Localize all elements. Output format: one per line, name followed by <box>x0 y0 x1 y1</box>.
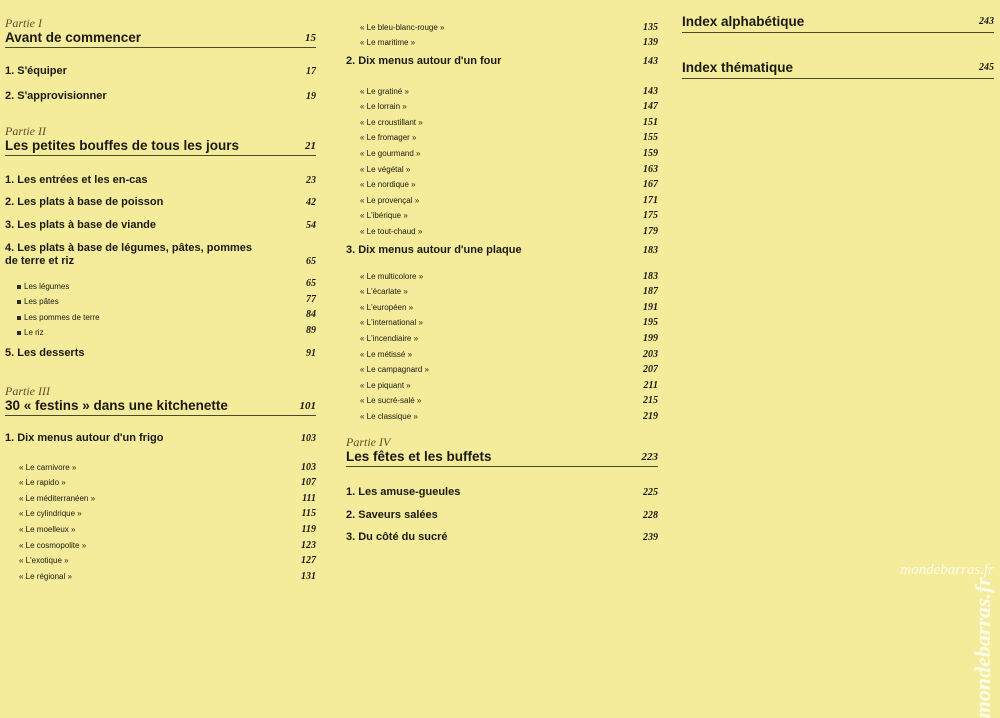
menu-entry <box>346 190 658 206</box>
menu-entry <box>346 406 658 422</box>
page-number: 167 <box>643 179 658 191</box>
page-number: 163 <box>643 163 658 175</box>
menu-label: « Le campagnard » <box>360 365 429 375</box>
part-title <box>346 449 658 467</box>
menu-entry <box>346 282 658 298</box>
chapter-label: 3. Dix menus autour d'une plaque <box>346 244 522 256</box>
sub-label-text: Les légumes <box>24 281 70 291</box>
part-2-block <box>5 124 316 156</box>
chapter-entry <box>5 432 316 445</box>
page-number: 207 <box>643 364 658 376</box>
chapter-label: 3. Du côté du sucré <box>346 531 448 543</box>
page-number: 65 <box>306 256 316 267</box>
menu-entry <box>346 360 658 376</box>
page-number: 91 <box>306 348 316 359</box>
page-number: 115 <box>301 508 316 520</box>
menu-label: « Le maritime » <box>360 38 416 48</box>
menu-entry <box>346 17 658 33</box>
menu-entry <box>346 297 658 313</box>
page-number: 42 <box>306 197 316 208</box>
menu-entry <box>346 375 658 391</box>
bullet-square-icon <box>17 316 21 320</box>
menu-label: « Le provençal » <box>360 195 420 205</box>
chapter-label: 1. Dix menus autour d'un frigo <box>5 432 164 444</box>
chapter-entry <box>346 486 658 499</box>
menu-label: « L'ibérique » <box>360 211 408 221</box>
page-number: 187 <box>643 286 658 298</box>
page-number: 107 <box>301 477 316 489</box>
chapter-entry <box>346 531 658 544</box>
sub-label-text: Le riz <box>24 328 44 338</box>
chapter-entry <box>346 55 658 68</box>
chapter-entry <box>5 196 316 209</box>
part-4-block <box>346 435 658 467</box>
menu-entry <box>346 266 658 282</box>
menu-list-frigo-cont <box>346 17 658 48</box>
chapter-entry <box>5 65 316 78</box>
part-title-text: Les petites bouffes de tous les jours <box>5 138 240 153</box>
menu-label: « Le métissé » <box>360 349 413 359</box>
menu-label: « Le bleu-blanc-rouge » <box>360 22 445 32</box>
chapter-label: 2. Les plats à base de poisson <box>5 196 164 208</box>
page-number: 239 <box>643 532 658 543</box>
chapter-label: 5. Les desserts <box>5 347 85 359</box>
menu-entry <box>5 504 316 520</box>
page-number: 215 <box>643 395 658 407</box>
sub-label <box>17 279 69 295</box>
watermark-vertical: mondebarras.fr <box>970 577 995 718</box>
sub-entry <box>5 310 316 326</box>
menu-entry <box>5 566 316 582</box>
page-number: 203 <box>643 348 658 360</box>
chapter-label: 1. Les entrées et les en-cas <box>5 174 148 186</box>
menu-label: « Le gourmand » <box>360 148 421 158</box>
menu-entry <box>346 159 658 175</box>
page-number: 131 <box>301 570 316 582</box>
page-number: 225 <box>643 487 658 498</box>
part-1-block <box>5 16 316 48</box>
page-number: 183 <box>643 270 658 282</box>
page-number: 219 <box>643 410 658 422</box>
menu-entry <box>346 328 658 344</box>
page-number: 119 <box>301 523 316 535</box>
menu-label: « Le classique » <box>360 411 418 421</box>
index-entry <box>682 14 994 33</box>
page-number: 245 <box>979 62 994 73</box>
menu-label: « Le multicolore » <box>360 271 424 281</box>
menu-entry <box>346 344 658 360</box>
page-number: 175 <box>643 210 658 222</box>
menu-entry <box>346 81 658 97</box>
sub-label-text: Les pommes de terre <box>24 312 100 322</box>
menu-entry <box>5 519 316 535</box>
page-number: 111 <box>302 492 316 504</box>
part-label: Partie I <box>5 16 42 30</box>
page-number: 23 <box>306 175 316 186</box>
menu-entry <box>346 221 658 237</box>
menu-label: « L'international » <box>360 318 423 328</box>
page-number: 199 <box>643 332 658 344</box>
page-number: 228 <box>643 510 658 521</box>
menu-entry <box>5 457 316 473</box>
part-label: Partie II <box>5 124 46 138</box>
bullet-square-icon <box>17 285 21 289</box>
menu-label: « L'exotique » <box>19 556 69 566</box>
sub-label <box>17 326 44 342</box>
menu-entry <box>5 535 316 551</box>
part-title <box>5 30 316 48</box>
page-number: 191 <box>643 301 658 313</box>
page-number: 19 <box>306 91 316 102</box>
page-number: 147 <box>643 101 658 113</box>
menu-label: « Le tout-chaud » <box>360 226 423 236</box>
sub-label-text: Les pâtes <box>24 297 59 307</box>
page-number: 143 <box>643 56 658 67</box>
page-number: 54 <box>306 220 316 231</box>
part-3-block <box>5 384 316 416</box>
sub-label <box>17 310 100 326</box>
chapter-entry <box>5 219 316 232</box>
sub-list <box>5 279 316 341</box>
part-title <box>5 138 316 156</box>
sub-entry <box>5 279 316 295</box>
page-number: 159 <box>643 147 658 159</box>
chapter-entry <box>346 509 658 522</box>
menu-entry <box>5 551 316 567</box>
part-title <box>5 398 316 416</box>
menu-label: « Le carnivore » <box>19 462 77 472</box>
page-number: 21 <box>305 140 316 152</box>
chapter-label: 2. Dix menus autour d'un four <box>346 55 502 67</box>
index-label: Index thématique <box>682 60 794 75</box>
menu-label: « Le piquant » <box>360 380 411 390</box>
menu-entry <box>346 391 658 407</box>
chapter-label: 1. S'équiper <box>5 65 67 77</box>
menu-list-four <box>346 81 658 237</box>
part-label: Partie IV <box>346 435 391 449</box>
menu-list-plaque <box>346 266 658 422</box>
menu-entry <box>346 175 658 191</box>
menu-list-frigo <box>5 457 316 582</box>
menu-label: « Le cylindrique » <box>19 509 82 519</box>
bullet-square-icon <box>17 300 21 304</box>
page-number: 17 <box>306 66 316 77</box>
page-number: 135 <box>643 21 658 33</box>
menu-entry <box>346 206 658 222</box>
chapter-entry <box>5 242 316 268</box>
menu-label: « Le nordique » <box>360 180 416 190</box>
page-number: 103 <box>301 461 316 473</box>
page-number: 151 <box>643 116 658 128</box>
page-number: 195 <box>643 317 658 329</box>
index-label: Index alphabétique <box>682 14 805 29</box>
chapter-entry <box>5 174 316 187</box>
menu-entry <box>5 488 316 504</box>
menu-label: « Le moelleux » <box>19 524 76 534</box>
page-number: 65 <box>306 278 316 289</box>
page-number: 101 <box>299 400 316 412</box>
page-number: 123 <box>301 539 316 551</box>
chapter-entry <box>5 90 316 103</box>
page-number: 89 <box>306 324 316 336</box>
page-number: 155 <box>643 132 658 144</box>
page-number: 183 <box>643 245 658 256</box>
page-number: 211 <box>643 379 658 391</box>
menu-entry <box>346 128 658 144</box>
sub-entry <box>5 295 316 311</box>
menu-label: « Le gratiné » <box>360 86 409 96</box>
chapter-label: 1. Les amuse-gueules <box>346 486 461 498</box>
sub-label <box>17 295 59 311</box>
menu-label: « Le fromager » <box>360 133 417 143</box>
page-number: 171 <box>643 194 658 206</box>
chapter-entry <box>346 244 658 257</box>
menu-entry <box>346 97 658 113</box>
page-number: 179 <box>643 225 658 237</box>
chapter-entry <box>5 347 316 360</box>
part-title-text: Avant de commencer <box>5 30 142 45</box>
page-number: 77 <box>306 293 316 305</box>
part-title-text: 30 « festins » dans une kitchenette <box>5 398 228 413</box>
page-number: 243 <box>979 16 994 27</box>
watermark-horizontal: mondebarras.fr <box>900 562 994 578</box>
page-number: 103 <box>301 433 316 444</box>
sub-entry <box>5 326 316 342</box>
page-number: 15 <box>305 32 316 44</box>
menu-label: « Le sucré-salé » <box>360 396 422 406</box>
chapter-label: 4. Les plats à base de légumes, pâtes, pommes de terre et riz <box>5 242 252 267</box>
menu-entry <box>5 473 316 489</box>
menu-label: « L'incendiaire » <box>360 333 419 343</box>
chapter-label: 3. Les plats à base de viande <box>5 219 157 231</box>
page-number: 223 <box>641 451 658 463</box>
menu-label: « Le croustillant » <box>360 117 423 127</box>
menu-label: « Le végétal » <box>360 164 411 174</box>
page-number: 84 <box>306 309 316 320</box>
page-number: 139 <box>643 37 658 49</box>
menu-label: « Le rapido » <box>19 478 66 488</box>
menu-label: « L'européen » <box>360 302 414 312</box>
menu-label: « Le régional » <box>19 571 72 581</box>
menu-entry <box>346 33 658 49</box>
index-entry <box>682 60 994 79</box>
menu-entry <box>346 143 658 159</box>
page-number: 143 <box>643 85 658 97</box>
chapter-label: 2. S'approvisionner <box>5 90 107 102</box>
chapter-label: 2. Saveurs salées <box>346 509 438 521</box>
menu-entry <box>346 313 658 329</box>
menu-label: « L'écarlate » <box>360 287 408 297</box>
menu-label: « Le lorrain » <box>360 102 407 112</box>
menu-entry <box>346 112 658 128</box>
part-title-text: Les fêtes et les buffets <box>346 449 492 464</box>
menu-label: « Le méditerranéen » <box>19 493 96 503</box>
part-label: Partie III <box>5 384 50 398</box>
bullet-square-icon <box>17 331 21 335</box>
menu-label: « Le cosmopolite » <box>19 540 87 550</box>
page-number: 127 <box>301 555 316 567</box>
